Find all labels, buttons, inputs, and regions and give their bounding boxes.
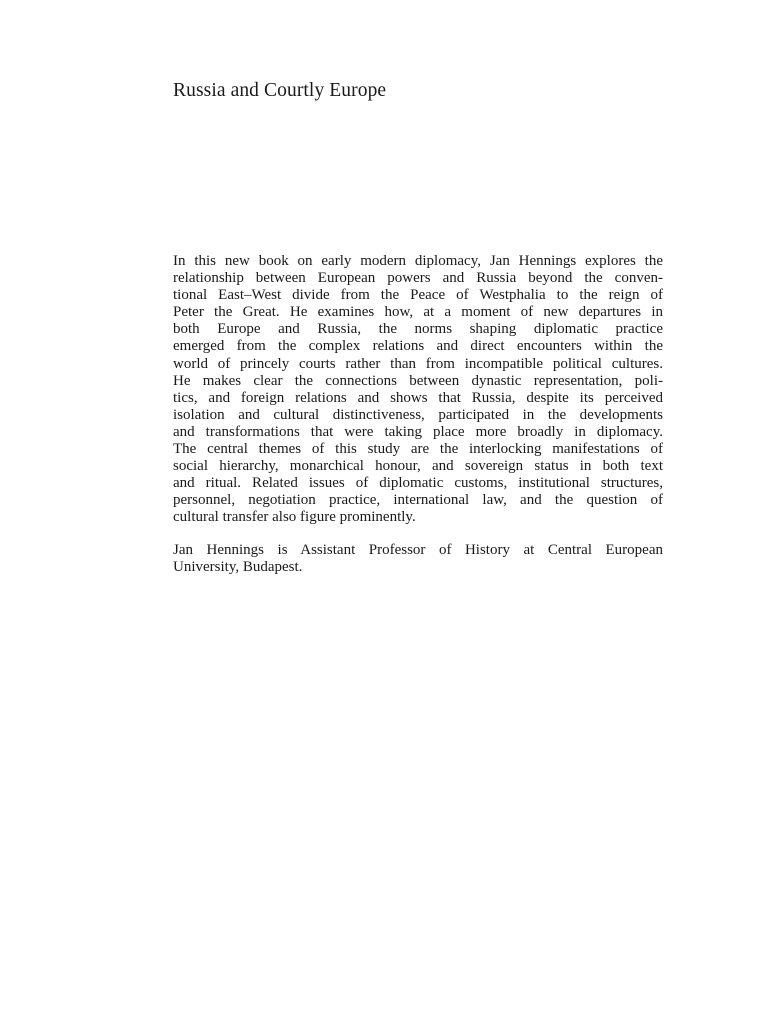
author-bio: [173, 542, 663, 576]
description-line: emerged from the complex relations and direct encounters within the: [173, 338, 663, 355]
description-line: and ritual. Related issues of diplomatic customs, institutional structures,: [173, 475, 663, 492]
description-line: Peter the Great. He examines how, at a moment of new departures in: [173, 304, 663, 321]
description-line: In this new book on early modern diplomacy, Jan Hennings explores the: [173, 253, 663, 269]
book-title: Russia and Courtly Europe: [173, 80, 387, 101]
description-line: tics, and foreign relations and shows that Russia, despite its perceived: [173, 389, 663, 406]
description-line: social hierarchy, monarchical honour, and sovereign status in both text: [173, 458, 663, 475]
description-line: tional East–West divide from the Peace of Westphalia to the reign of: [173, 287, 663, 304]
description-line: He makes clear the connections between dynastic representation, poli-: [173, 372, 663, 389]
description-line: cultural transfer also figure prominently.: [173, 509, 416, 526]
book-description: [173, 253, 663, 576]
description-line: both Europe and Russia, the norms shaping diplomatic practice: [173, 321, 663, 338]
author-bio-line: Jan Hennings is Assistant Professor of History at Central European: [173, 541, 663, 558]
paragraph-gap: [173, 527, 663, 542]
author-bio-line: University, Budapest.: [173, 558, 303, 575]
description-line: isolation and cultural distinctiveness, participated in the developments: [173, 406, 663, 423]
description-line: world of princely courts rather than from incompatible political cultures.: [173, 355, 663, 372]
description-line: The central themes of this study are the interlocking manifestations of: [173, 441, 663, 458]
description-line: relationship between European powers and Russia beyond the conven-: [173, 270, 663, 287]
description-line: and transformations that were taking place more broadly in diplomacy.: [173, 423, 663, 440]
description-line: personnel, negotiation practice, international law, and the question of: [173, 492, 663, 509]
